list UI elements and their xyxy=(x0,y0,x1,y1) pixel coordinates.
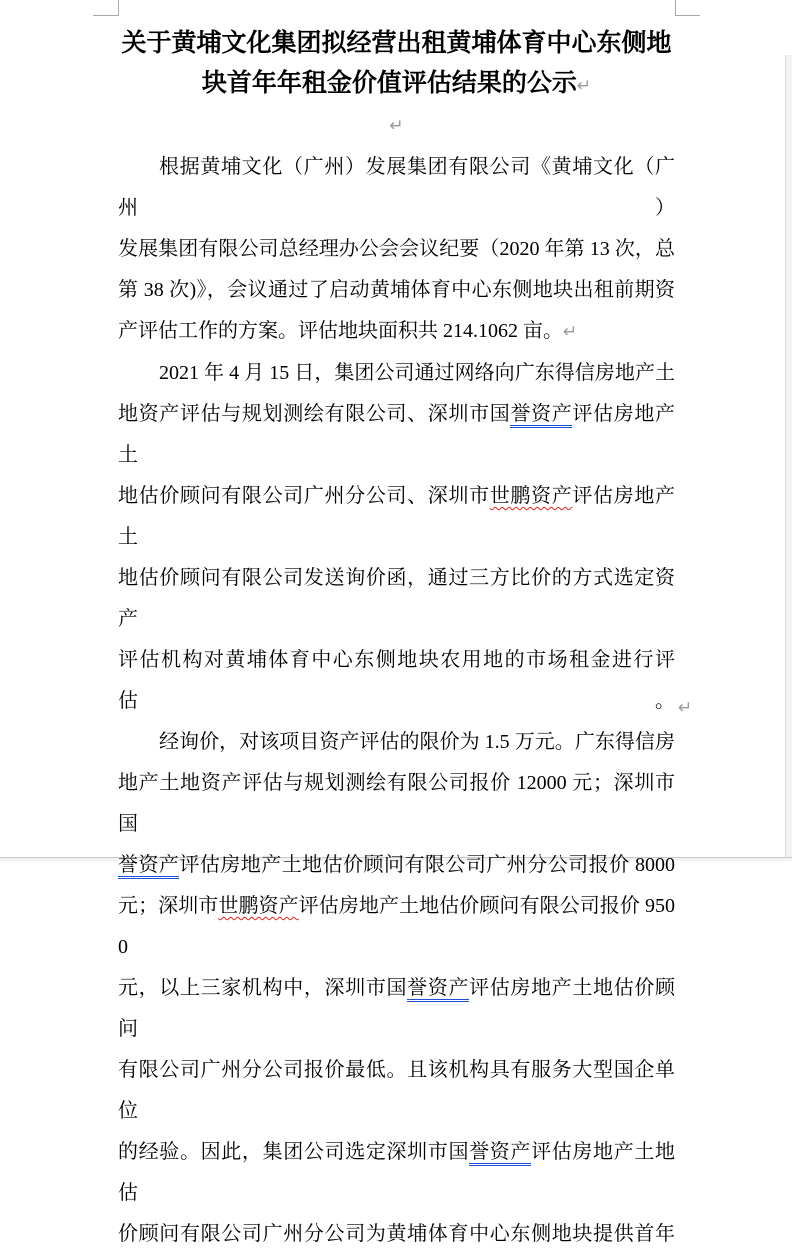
paragraph-mark-icon: ↵ xyxy=(678,698,693,718)
text-segment: 的经验。因此，集团公司选定深圳市国 xyxy=(118,1141,470,1163)
document-line[interactable] xyxy=(118,270,675,311)
document-line[interactable] xyxy=(118,311,675,353)
text-segment: 元，以上三家机构中，深圳市国 xyxy=(118,977,408,999)
text-segment: 评估房地产土地估 xyxy=(118,1141,676,1204)
text-segment: 地估价顾问有限公司发送询价函，通过三方比价的方式选定资产 xyxy=(118,567,675,630)
grammar-underlined-text: 誉资产 xyxy=(469,1141,531,1166)
text-segment: 元；深圳市 xyxy=(118,895,219,917)
text-segment: 评估房地产土 xyxy=(118,485,676,548)
text-segment: 评估房地产土地估价顾问 xyxy=(118,977,676,1040)
text-segment: 根据黄埔文化（广州）发展集团有限公司《黄埔文化（广州） xyxy=(118,156,675,219)
document-content xyxy=(118,0,693,1255)
document-line[interactable] xyxy=(118,886,675,968)
document-line[interactable] xyxy=(118,845,675,886)
title-line[interactable] xyxy=(118,24,675,64)
page-right-edge xyxy=(785,55,792,860)
document-line[interactable] xyxy=(118,763,675,845)
text-segment: 评估房地产土地估价顾问有限公司报价 9500 xyxy=(118,895,676,958)
text-segment: 评估房地产土地估价顾问有限公司广州分公司报价 8000 xyxy=(179,854,676,876)
grammar-underlined-text: 誉资产 xyxy=(510,403,572,428)
text-segment: 地估价顾问有限公司广州分公司、深圳市 xyxy=(118,485,490,507)
document-line[interactable] xyxy=(118,394,675,476)
text-segment: 有限公司广州分公司报价最低。且该机构具有服务大型国企单位 xyxy=(118,1059,675,1122)
text-segment: 价顾问有限公司广州分公司为黄埔体育中心东侧地块提供首年 xyxy=(118,1223,675,1245)
document-line[interactable] xyxy=(118,640,693,722)
empty-paragraph[interactable] xyxy=(118,106,675,147)
document-body xyxy=(118,147,693,1255)
document-line[interactable] xyxy=(118,1132,675,1214)
document-line[interactable] xyxy=(118,968,675,1050)
document-line[interactable] xyxy=(118,1050,675,1132)
document-title xyxy=(118,0,675,106)
text-boundary-mark-top-left xyxy=(93,0,119,16)
text-segment: 发展集团有限公司总经理办公会会议纪要（2020 年第 13 次，总 xyxy=(118,238,675,260)
document-line[interactable] xyxy=(118,722,675,763)
text-segment: 2021 年 4 月 15 日，集团公司通过网络向广东得信房地产土 xyxy=(159,362,675,384)
text-segment: 评估房地产土 xyxy=(118,403,676,466)
text-segment: 地资产评估与规划测绘有限公司、深圳市国 xyxy=(118,403,511,425)
title-text: 块首年年租金价值评估结果的公示 xyxy=(201,70,577,97)
text-segment: 经询价，对该项目资产评估的限价为 1.5 万元。广东得信房 xyxy=(159,731,675,753)
grammar-underlined-text: 誉资产 xyxy=(407,977,469,1002)
paragraph-mark-icon: ↵ xyxy=(563,322,578,342)
title-line[interactable] xyxy=(118,64,675,106)
paragraph-mark-icon: ↵ xyxy=(576,76,592,96)
document-line[interactable] xyxy=(118,229,675,270)
document-line[interactable] xyxy=(118,476,675,558)
title-text: 关于黄埔文化集团拟经营出租黄埔体育中心东侧地 xyxy=(121,30,672,57)
spelling-underlined-text: 世鹏资产 xyxy=(218,895,299,917)
text-segment: 产评估工作的方案。评估地块面积共 214.1062 亩。 xyxy=(118,320,563,342)
document-line[interactable] xyxy=(118,1214,675,1255)
grammar-underlined-text: 誉资产 xyxy=(118,854,179,879)
text-segment: 第 38 次)》，会议通过了启动黄埔体育中心东侧地块出租前期资 xyxy=(118,279,675,301)
document-line[interactable] xyxy=(118,147,675,229)
document-line[interactable] xyxy=(118,558,675,640)
paragraph-mark-icon: ↵ xyxy=(389,116,404,136)
spelling-underlined-text: 世鹏资产 xyxy=(489,485,573,507)
document-line[interactable] xyxy=(118,353,675,394)
text-segment: 评估机构对黄埔体育中心东侧地块农用地的市场租金进行评估。 xyxy=(118,649,675,712)
text-boundary-mark-top-right xyxy=(675,0,700,16)
text-segment: 地产土地资产评估与规划测绘有限公司报价 12000 元；深圳市国 xyxy=(118,772,675,835)
